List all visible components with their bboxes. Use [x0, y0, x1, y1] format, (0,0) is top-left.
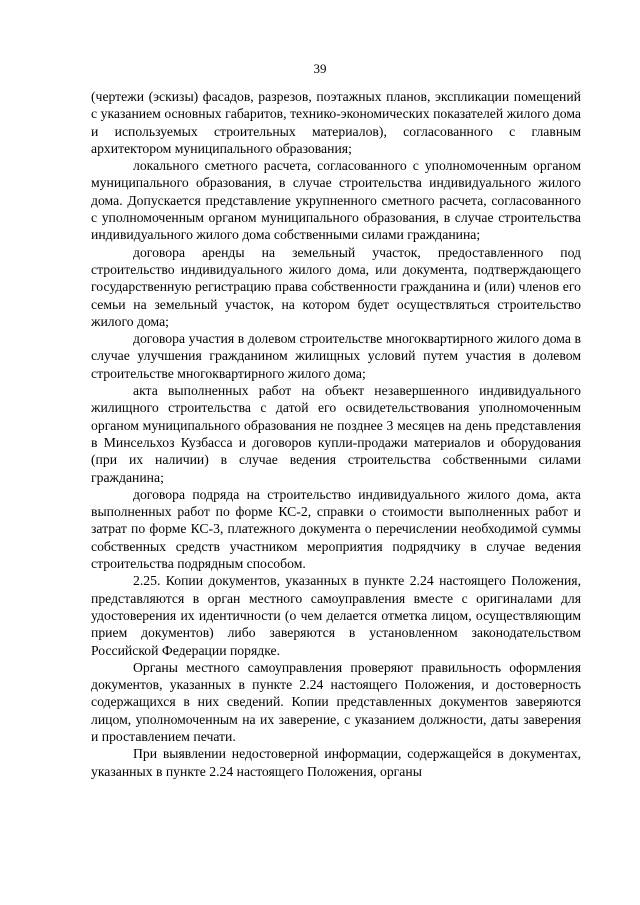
paragraph: договора аренды на земельный участок, предоставленного под строительство индивидуального жилого дома, или документа, подтверждающего государственную регистрацию права собственности гражданина и (или) членов его семьи на земельный участок, на котором будет осуществляться строительство жилого дома;	[91, 244, 581, 329]
paragraph: 2.25. Копии документов, указанных в пункте 2.24 настоящего Положения, представляются в орган местного самоуправления вместе с оригиналами для удостоверения их идентичности (о чем делается отметка лицом, осуществляющим прием документов) либо заверяются в установленном законодательством Российской Федерации порядке.	[91, 573, 581, 658]
page-number: 39	[313, 61, 327, 76]
paragraph: (чертежи (эскизы) фасадов, разрезов, поэтажных планов, экспликации помещений с указанием основных габаритов, технико-экономических показателей жилого дома и используемых строительных материалов), согласованного с главным архитектором муниципального образования;	[91, 89, 581, 156]
paragraph: локального сметного расчета, согласованного с уполномоченным органом муниципального образования, в случае строительства индивидуального жилого дома. Допускается представление укрупненного сметного расчета, согласованного с уполномоченным органом муниципального образования, в случае строительства индивидуального жилого дома собственными силами гражданина;	[91, 158, 581, 243]
paragraph: При выявлении недостоверной информации, содержащейся в документах, указанных в пункте 2.24 настоящего Положения, органы	[91, 746, 581, 779]
document-body	[91, 88, 581, 780]
paragraph: договора подряда на строительство индивидуального жилого дома, акта выполненных работ по форме КС-2, справки о стоимости выполненных работ и затрат по форме КС-3, платежного документа о перечислении необходимой суммы собственных средств участником мероприятия подрядчику в случае ведения строительства подрядным способом.	[91, 486, 581, 572]
paragraph: договора участия в долевом строительстве многоквартирного жилого дома в случае улучшения гражданином жилищных условий путем участия в долевом строительстве многоквартирного жилого дома;	[91, 331, 581, 381]
paragraph: Органы местного самоуправления проверяют правильность оформления документов, указанных в пункте 2.24 настоящего Положения, и достоверность содержащихся в них сведений. Копии представленных документов заверяются лицом, уполномоченным на их заверение, с указанием должности, даты заверения и проставлением печати.	[91, 659, 581, 744]
paragraph: акта выполненных работ на объект незавершенного индивидуального жилищного строительства с датой его освидетельствования уполномоченным органом муниципального образования не позднее 3 месяцев на день представления в Минсельхоз Кузбасса и договоров купли-продажи материалов и оборудования (при их наличии) в случае ведения строительства собственными силами гражданина;	[91, 383, 581, 485]
